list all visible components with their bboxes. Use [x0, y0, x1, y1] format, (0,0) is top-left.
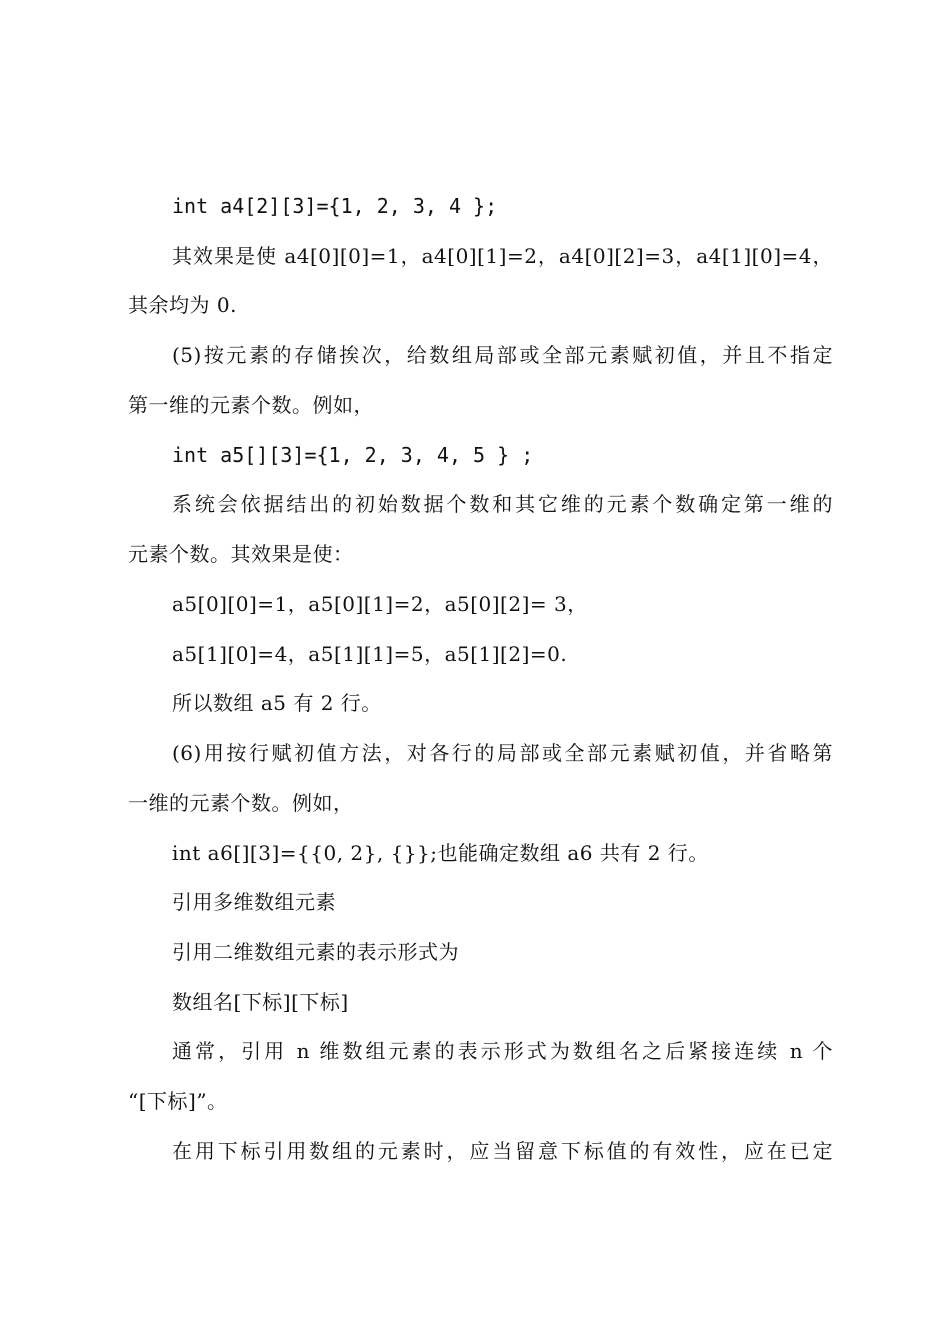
text-line-item-6-cont: 一维的元素个数。例如， — [128, 791, 354, 815]
text-line-item-6: (6)用按行赋初值方法，对各行的局部或全部元素赋初值，并省略第 — [172, 741, 833, 765]
text-line-effect-a5: 元素个数。其效果是使： — [128, 542, 354, 566]
text-line-subscript-validity: 在用下标引用数组的元素时，应当留意下标值的有效性，应在已定 — [172, 1139, 833, 1163]
text-line-a5-row1: a5[1][0]=4，a5[1][1]=5，a5[1][2]=0. — [172, 642, 568, 666]
text-line-effect-a4: 其效果是使 a4[0][0]=1，a4[0][1]=2，a4[0][2]=3，a4[1][0]=4， — [172, 244, 833, 268]
text-line-item-5: (5)按元素的存储挨次，给数组局部或全部元素赋初值，并且不指定 — [172, 343, 833, 367]
text-line-nd-form: 通常，引用 n 维数组元素的表示形式为数组名之后紧接连续 n 个 — [172, 1039, 833, 1063]
text-line-2d-form: 引用二维数组元素的表示形式为 — [172, 940, 459, 964]
section-heading-multidim-reference: 引用多维数组元素 — [172, 890, 336, 914]
text-line-a5-row0: a5[0][0]=1，a5[0][1]=2，a5[0][2]= 3， — [172, 592, 588, 616]
text-line-a5-rows: 所以数组 a5 有 2 行。 — [172, 691, 382, 715]
text-line-item-5-cont: 第一维的元素个数。例如， — [128, 393, 374, 417]
text-line-rest-zero: 其余均为 0. — [128, 293, 237, 317]
text-line-code-a5: int a5[][3]={1, 2, 3, 4, 5 } ; — [172, 443, 534, 467]
text-line-code-a4: int a4[2][3]={1, 2, 3, 4 }; — [172, 194, 498, 218]
text-line-nd-form-cont: “[下标]”。 — [128, 1089, 228, 1113]
text-line-system-determine: 系统会依据结出的初始数据个数和其它维的元素个数确定第一维的 — [172, 492, 833, 516]
text-line-syntax: 数组名[下标][下标] — [172, 990, 349, 1014]
text-line-code-a6: int a6[][3]={{0, 2}, {}};也能确定数组 a6 共有 2 行。 — [172, 841, 709, 865]
